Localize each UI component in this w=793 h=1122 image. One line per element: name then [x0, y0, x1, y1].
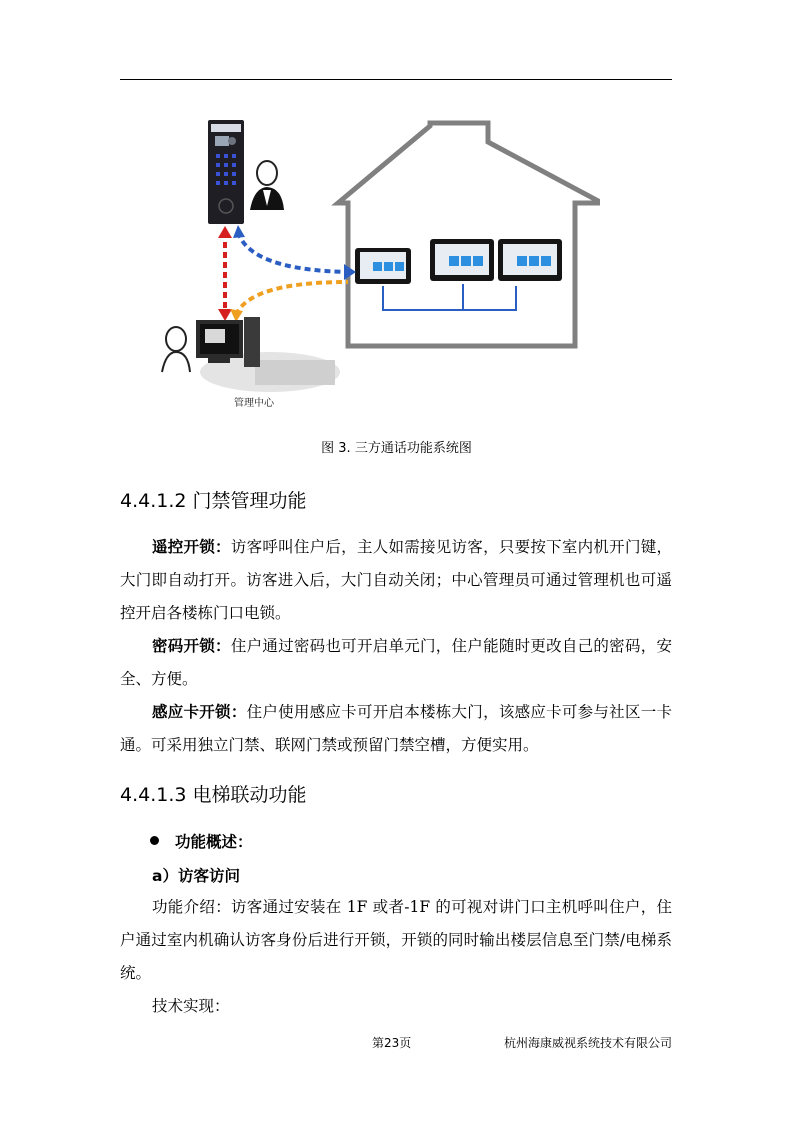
bullet-overview [150, 830, 253, 852]
paragraph-function-intro: 功能介绍：访客通过安装在 1F 或者-1F 的可视对讲门口主机呼叫住户，住户通过室内机确认访客身份后进行开锁，开锁的同时输出楼层信息至门禁/电梯系统。 [120, 898, 672, 982]
paragraph-card-unlock [120, 696, 672, 762]
blue-dashed-link [238, 232, 348, 272]
card-unlock-text: 住户使用感应卡可开启本楼栋大门，该感应卡可参与社区一卡通。可采用独立门禁、联网门禁或预留门禁空槽，方便实用。 [120, 703, 672, 754]
page-number: 第23页 [372, 1036, 412, 1050]
section-heading-access-control: 4.4.1.2 门禁管理功能 [120, 490, 307, 512]
section-heading-elevator: 4.4.1.3 电梯联动功能 [120, 784, 307, 806]
house-outline [338, 123, 600, 346]
door-station-icon [208, 120, 244, 224]
paragraph-tech-impl: 技术实现： [152, 997, 230, 1015]
subheading-visitor-access: a）访客访问 [152, 867, 240, 885]
indoor-network-wiring [383, 284, 516, 310]
paragraph-password-unlock [120, 630, 672, 696]
password-unlock-label: 密码开锁： [152, 637, 231, 655]
indoor-monitor-icon-3 [498, 239, 562, 281]
bullet-dot-icon [150, 836, 159, 845]
bullet-overview-label: 功能概述： [175, 833, 253, 851]
indoor-monitor-icon-1 [355, 248, 411, 284]
header-rule [120, 79, 672, 80]
orange-dashed-link [236, 282, 348, 315]
company-name: 杭州海康威视系统技术有限公司 [503, 1036, 672, 1050]
paragraph-remote-unlock [120, 531, 672, 630]
remote-unlock-label: 遥控开锁： [152, 538, 231, 556]
management-center-icon [162, 317, 340, 392]
card-unlock-label: 感应卡开锁： [152, 703, 247, 721]
three-way-call-diagram [150, 110, 600, 420]
figure-caption: 图 3. 三方通话功能系统图 [321, 441, 472, 456]
management-center-label: 管理中心 [234, 398, 274, 409]
password-unlock-text: 住户通过密码也可开启单元门，住户能随时更改自己的密码，安全、方便。 [120, 637, 672, 688]
remote-unlock-text: 访客呼叫住户后，主人如需接见访客，只要按下室内机开门键，大门即自动打开。访客进入后，大门自动关闭；中心管理员可通过管理机也可遥控开启各楼栋门口电锁。 [120, 538, 672, 622]
visitor-person-icon [250, 161, 284, 210]
indoor-monitor-icon-2 [430, 239, 494, 281]
